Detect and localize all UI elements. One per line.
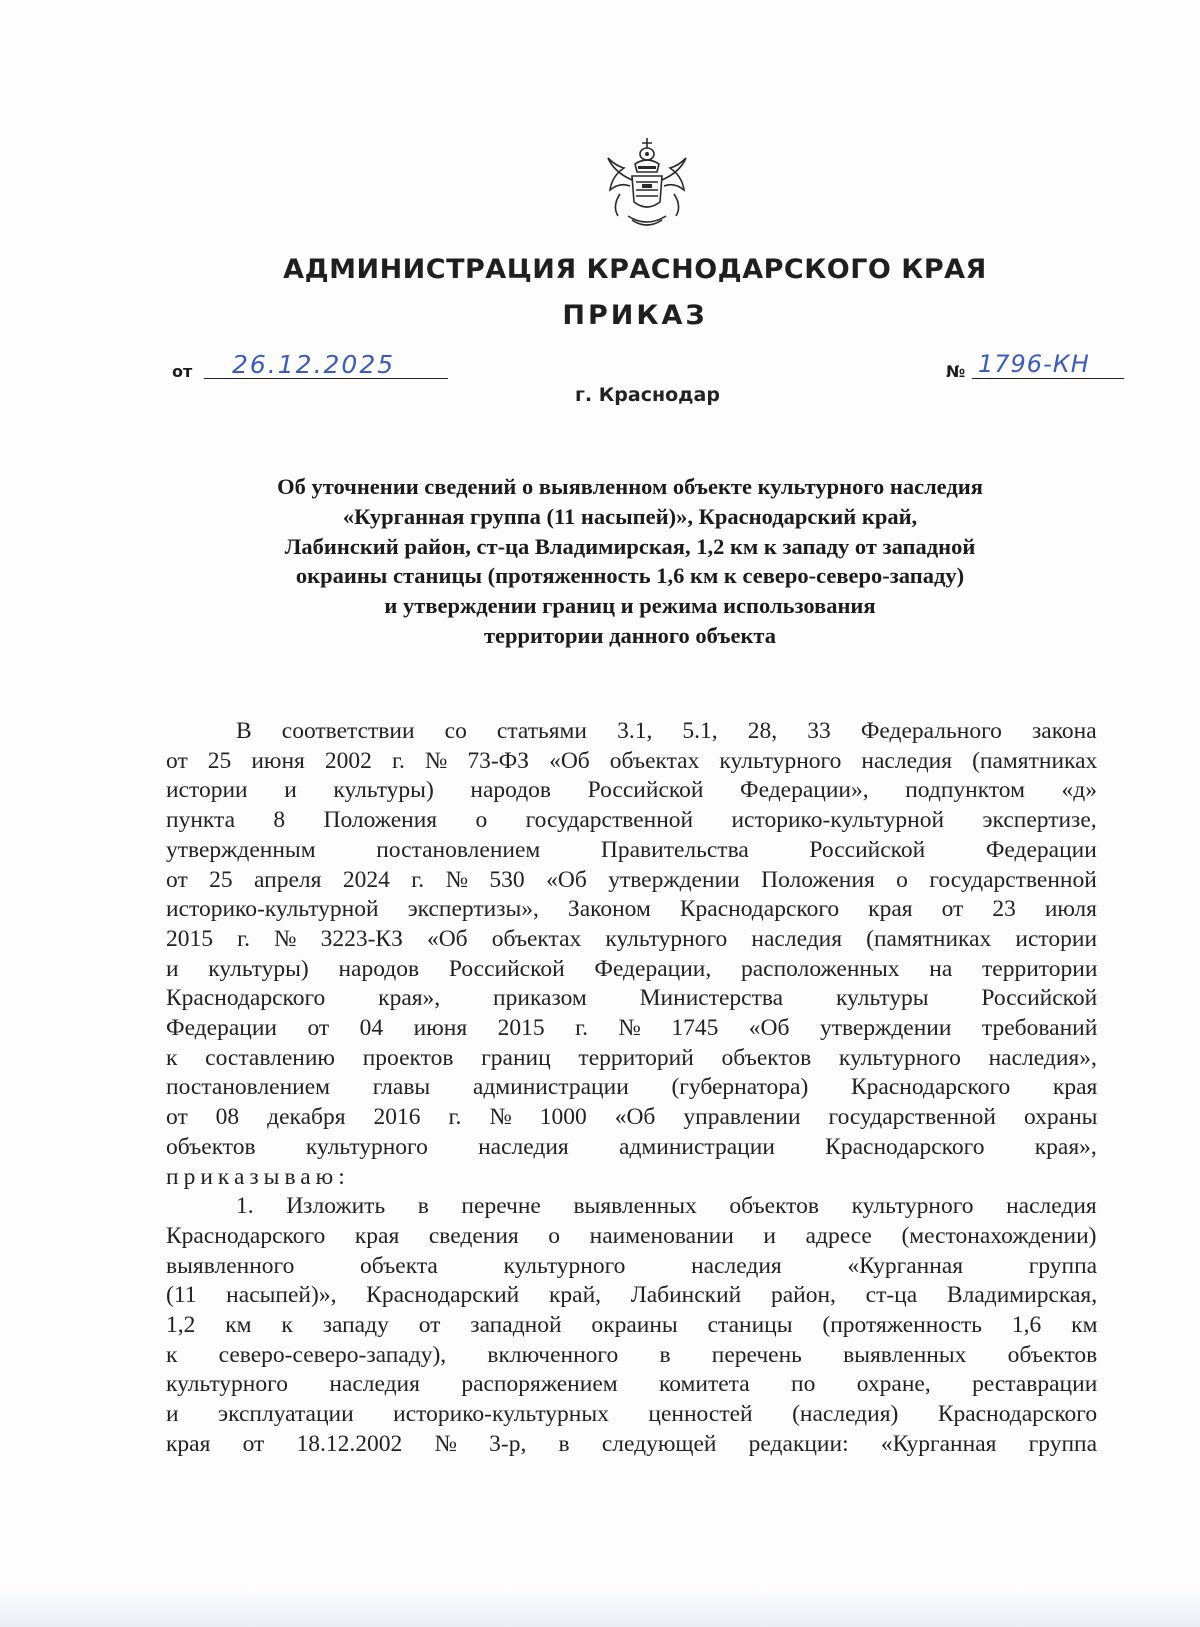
organization-title: АДМИНИСТРАЦИЯ КРАСНОДАРСКОГО КРАЯ: [283, 254, 987, 285]
handwritten-date: 26.12.2025: [232, 350, 396, 379]
body-line: пункта 8 Положения о государственной историко-культурной экспертизе,: [166, 807, 1097, 834]
subject-line: территории данного объекта: [483, 622, 777, 648]
body-line: Краснодарского края», приказом Министерства культуры Российской: [166, 985, 1098, 1012]
body-line: Федерации от 04 июня 2015 г. № 1745 «Об утверждении требований: [166, 1015, 1098, 1042]
body-line: В соответствии со статьями 3.1, 5.1, 28, 33 Федерального закона: [236, 718, 1097, 744]
coat-of-arms-emblem: [602, 136, 692, 232]
body-line: истории и культуры) народов Российской Федерации», подпунктом «д»: [166, 777, 1098, 804]
subject-line: Лабинский район, ст-ца Владимирская, 1,2 км к западу от западной: [284, 533, 976, 559]
body-line: от 25 июня 2002 г. № 73-ФЗ «Об объектах культурного наследия (памятниках: [166, 747, 1098, 774]
body-line: к составлению проектов границ территорий объектов культурного наследия»,: [166, 1044, 1097, 1071]
body-line: выявленного объекта культурного наследия «Курганная группа: [166, 1252, 1098, 1279]
body-line: утвержденным постановлением Правительства Российской Федерации: [166, 836, 1097, 863]
body-line: к северо-северо-западу), включенного в перечень выявленных объектов: [166, 1341, 1098, 1368]
body-line: культурного наследия распоряжением комитета по охране, реставрации: [166, 1371, 1098, 1398]
body-line: (11 насыпей)», Краснодарский край, Лабинский район, ст-ца Владимирская,: [166, 1282, 1098, 1309]
body-line: Краснодарского края сведения о наименовании и адресе (местонахождении): [166, 1222, 1097, 1249]
body-line: и культуры) народов Российской Федерации, расположенных на территории: [166, 955, 1098, 982]
handwritten-number: 1796-КН: [978, 350, 1090, 378]
number-prefix: №: [946, 362, 966, 381]
order-verb-line: приказываю:: [166, 1163, 350, 1190]
body-line: и эксплуатации историко-культурных ценностей (наследия) Краснодарского: [166, 1401, 1098, 1428]
body-line: историко-культурной экспертизы», Законом Краснодарского края от 23 июля: [166, 896, 1097, 923]
body-line: 1,2 км к западу от западной окраины станицы (протяженность 1,6 км: [166, 1312, 1098, 1339]
body-line: от 25 апреля 2024 г. № 530 «Об утверждении Положения о государственной: [166, 866, 1097, 893]
body-line: края от 18.12.2002 № 3-р, в следующей редакции: «Курганная группа: [166, 1430, 1098, 1457]
body-line: от 08 декабря 2016 г. № 1000 «Об управлении государственной охраны: [166, 1104, 1098, 1131]
subject-line: «Курганная группа (11 насыпей)», Краснодарский край,: [342, 503, 918, 529]
subject-line: окраины станицы (протяженность 1,6 км к северо-северо-западу): [295, 563, 965, 589]
date-prefix: от: [172, 362, 193, 381]
city-label: г. Краснодар: [575, 384, 720, 406]
subject-line: Об уточнении сведений о выявленном объекте культурного наследия: [277, 474, 983, 499]
document-type-title: ПРИКАЗ: [562, 300, 708, 331]
body-line: 2015 г. № 3223-КЗ «Об объектах культурного наследия (памятниках истории: [166, 925, 1098, 952]
order-body: [166, 717, 1097, 1460]
body-line: объектов культурного наследия администрации Краснодарского края»,: [166, 1133, 1097, 1160]
number-underline: [972, 378, 1124, 379]
subject-line: и утверждении границ и режима использования: [384, 593, 876, 619]
body-line: постановлением главы администрации (губернатора) Краснодарского края: [166, 1074, 1098, 1101]
scan-edge-shadow: [0, 1590, 1200, 1627]
order-subject: [150, 472, 1110, 651]
body-line: 1. Изложить в перечне выявленных объектов культурного наследия: [236, 1193, 1097, 1220]
